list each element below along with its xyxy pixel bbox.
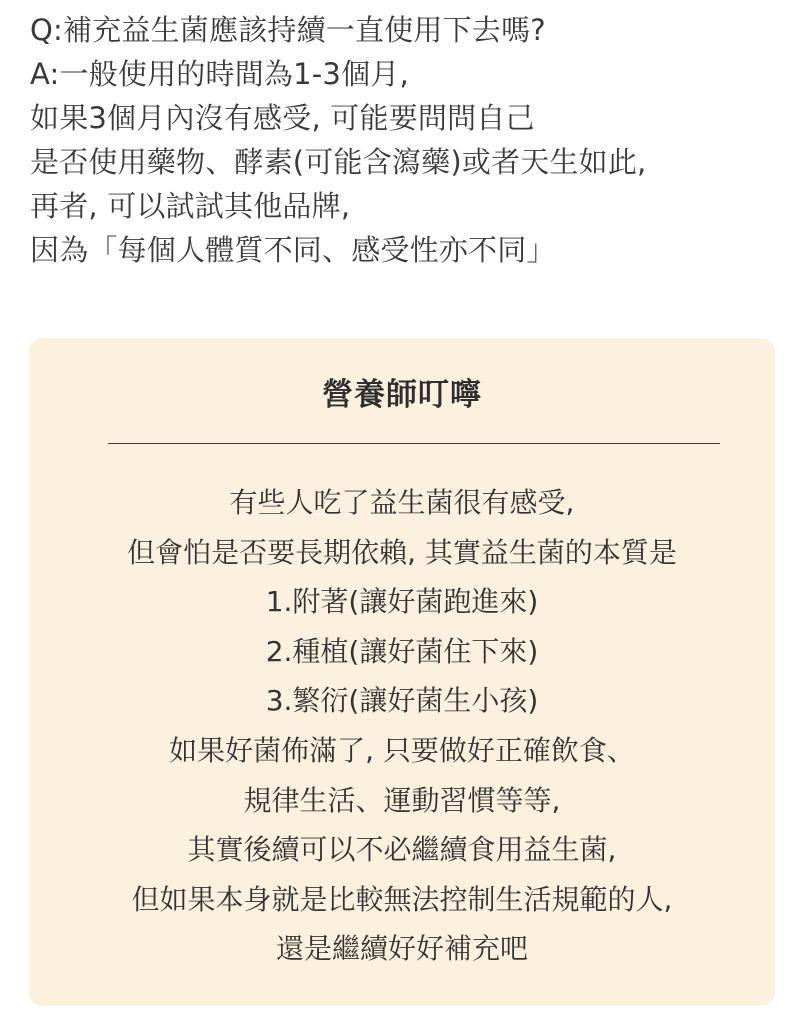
question-line: Q:補充益生菌應該持續一直使用下去嗎? bbox=[30, 13, 546, 47]
tip-line: 3.繁衍(讓好菌生小孩) bbox=[265, 684, 539, 718]
tip-line: 但會怕是否要長期依賴, 其實益生菌的本質是 bbox=[127, 535, 677, 569]
tip-line: 其實後續可以不必繼續食用益生菌, bbox=[187, 833, 617, 867]
dietitian-tip-box bbox=[29, 338, 775, 1006]
tip-line: 還是繼續好好補充吧 bbox=[275, 932, 528, 966]
answer-line: 如果3個月內沒有感受, 可能要問問自己 bbox=[30, 101, 535, 135]
answer-line: 再者, 可以試試其他品牌, bbox=[30, 189, 351, 223]
title-divider bbox=[108, 443, 720, 444]
answer-line: A:一般使用的時間為1-3個月, bbox=[30, 57, 409, 91]
tip-line: 有些人吃了益生菌很有感受, bbox=[229, 486, 575, 519]
tip-title: 營養師叮嚀 bbox=[322, 377, 482, 413]
tip-line: 如果好菌佈滿了, 只要做好正確飲食、 bbox=[169, 733, 635, 767]
tip-line: 規律生活、運動習慣等等, bbox=[243, 783, 561, 817]
answer-line: 是否使用藥物、酵素(可能含瀉藥)或者天生如此, bbox=[30, 145, 647, 179]
tip-line: 1.附著(讓好菌跑進來) bbox=[265, 585, 539, 619]
qa-section bbox=[30, 8, 780, 272]
tip-body bbox=[29, 478, 775, 974]
answer-line: 因為「每個人體質不同、感受性亦不同」 bbox=[30, 233, 556, 267]
tip-line: 但如果本身就是比較無法控制生活規範的人, bbox=[131, 882, 673, 916]
tip-line: 2.種植(讓好菌住下來) bbox=[265, 634, 539, 668]
